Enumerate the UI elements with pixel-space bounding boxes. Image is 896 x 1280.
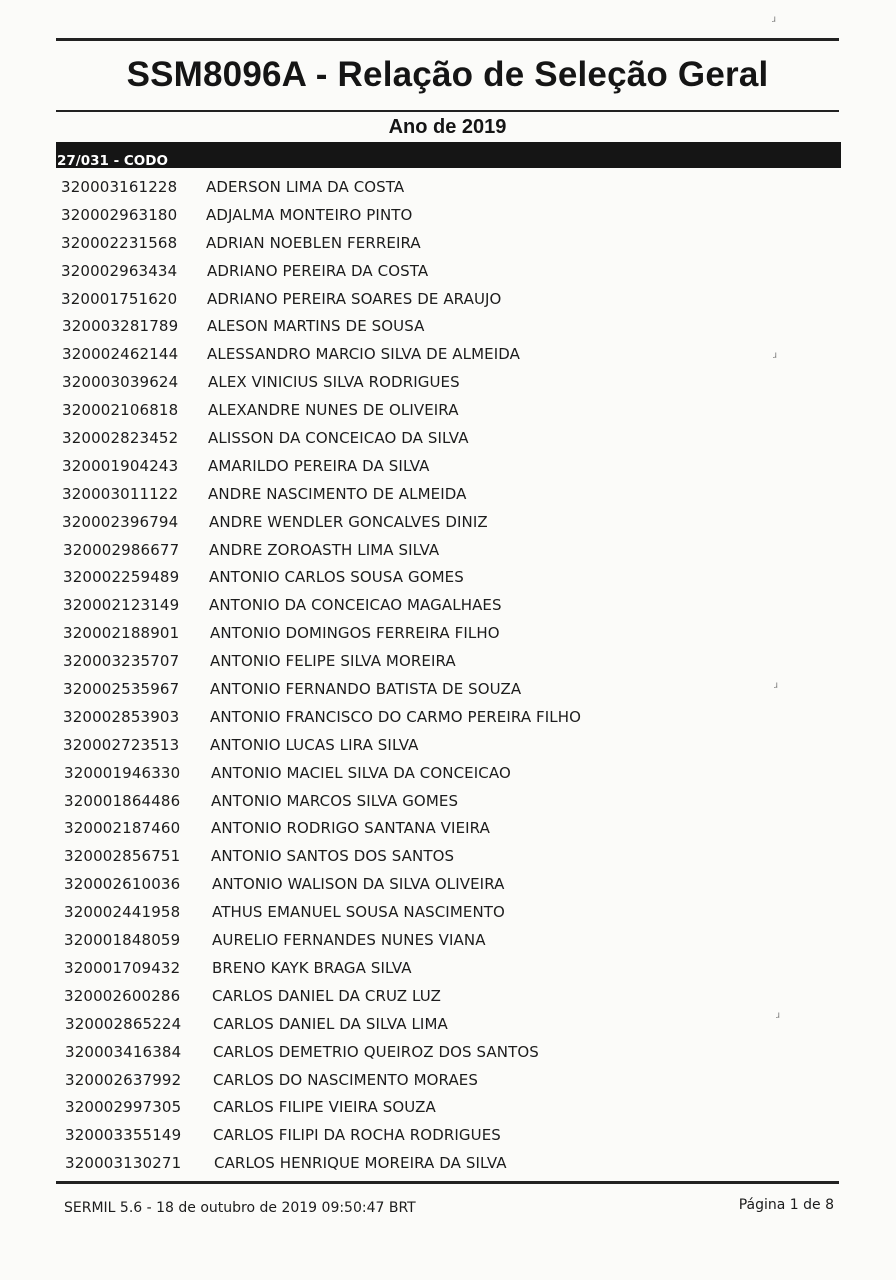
person-name: ALISSON DA CONCEICAO DA SILVA: [208, 429, 469, 448]
list-item: [0, 592, 896, 620]
list-item: [0, 1039, 896, 1067]
person-name: ANDRE NASCIMENTO DE ALMEIDA: [208, 484, 467, 503]
person-name: ADRIANO PEREIRA SOARES DE ARAUJO: [207, 289, 502, 308]
list-item: [0, 397, 896, 425]
registration-code: 320003039624: [62, 373, 179, 392]
registration-code: 320003011122: [62, 484, 179, 503]
list-item: [0, 1067, 896, 1095]
person-name: BRENO KAYK BRAGA SILVA: [212, 958, 412, 977]
top-rule: [56, 38, 839, 41]
registration-code: 320002396794: [62, 512, 179, 531]
person-name: CARLOS FILIPI DA ROCHA RODRIGUES: [213, 1126, 501, 1145]
person-name: ANTONIO DA CONCEICAO MAGALHAES: [209, 596, 502, 615]
person-name: CARLOS DANIEL DA SILVA LIMA: [213, 1014, 448, 1033]
person-name: ATHUS EMANUEL SOUSA NASCIMENTO: [212, 903, 505, 922]
list-item: [0, 620, 896, 648]
person-name: CARLOS DANIEL DA CRUZ LUZ: [212, 986, 441, 1005]
list-item: [0, 815, 896, 843]
section-label: 27/031 - CODO: [57, 153, 168, 168]
person-name: ANTONIO RODRIGO SANTANA VIEIRA: [211, 819, 490, 838]
registration-code: 320002823452: [62, 429, 179, 448]
list-item: [0, 843, 896, 871]
registration-code: 320002963180: [61, 205, 178, 224]
registration-code: 320002188901: [63, 624, 180, 643]
person-name: AURELIO FERNANDES NUNES VIANA: [212, 931, 486, 950]
registration-code: 320002637992: [65, 1070, 182, 1089]
list-item: [0, 174, 896, 202]
person-name: ALEXANDRE NUNES DE OLIVEIRA: [208, 401, 459, 420]
list-item: [0, 202, 896, 230]
list-item: [0, 313, 896, 341]
person-name: ANTONIO WALISON DA SILVA OLIVEIRA: [212, 875, 505, 894]
list-item: [0, 509, 896, 537]
registration-code: 320001904243: [62, 456, 179, 475]
list-item: [0, 1122, 896, 1150]
registration-code: 320003235707: [63, 652, 180, 671]
registration-code: 320001709432: [64, 958, 181, 977]
registration-code: 320003355149: [65, 1126, 182, 1145]
person-name: ANTONIO FELIPE SILVA MOREIRA: [210, 652, 456, 671]
person-name: ALEX VINICIUS SILVA RODRIGUES: [208, 373, 460, 392]
registration-code: 320002462144: [62, 345, 179, 364]
title-rule: [56, 110, 839, 112]
list-item: [0, 676, 896, 704]
section-header-bar: [56, 142, 841, 168]
registration-code: 320003281789: [62, 317, 179, 336]
list-item: [0, 425, 896, 453]
list-item: [0, 899, 896, 927]
person-name: ALESSANDRO MARCIO SILVA DE ALMEIDA: [207, 345, 520, 364]
list-item: [0, 983, 896, 1011]
person-name: ANTONIO FRANCISCO DO CARMO PEREIRA FILHO: [210, 707, 582, 726]
page-subtitle: Ano de 2019: [388, 116, 507, 138]
person-name: CARLOS DEMETRIO QUEIROZ DOS SANTOS: [213, 1042, 539, 1061]
registration-code: 320002610036: [64, 875, 181, 894]
list-item: [0, 1094, 896, 1122]
list-item: [0, 286, 896, 314]
list-item: [0, 258, 896, 286]
scan-mark: ɹ: [772, 14, 777, 25]
registration-code: 320002600286: [64, 986, 181, 1005]
registration-code: 320002259489: [63, 568, 180, 587]
footer-rule: [56, 1181, 839, 1184]
list-item: [0, 369, 896, 397]
registration-code: 320002853903: [63, 707, 180, 726]
registration-code: 320002535967: [63, 680, 180, 699]
person-name: ANTONIO CARLOS SOUSA GOMES: [209, 568, 464, 587]
registration-code: 320003161228: [61, 178, 178, 196]
list-item: [0, 537, 896, 565]
scan-mark: ɹ: [776, 1010, 781, 1021]
list-item: [0, 927, 896, 955]
person-name: AMARILDO PEREIRA DA SILVA: [208, 456, 430, 475]
list-item: [0, 732, 896, 760]
person-name: ANTONIO SANTOS DOS SANTOS: [211, 847, 455, 866]
list-item: [0, 453, 896, 481]
list-item: [0, 871, 896, 899]
list-item: [0, 341, 896, 369]
list-item: [0, 788, 896, 816]
registration-code: 320002231568: [61, 233, 178, 252]
scan-mark: ɹ: [773, 350, 778, 361]
registration-code: 320003416384: [65, 1042, 182, 1061]
list-item: [0, 648, 896, 676]
registration-code: 320002856751: [64, 847, 181, 866]
registration-code: 320002441958: [64, 903, 181, 922]
registration-code: 320002723513: [63, 735, 180, 754]
person-name: ADERSON LIMA DA COSTA: [206, 178, 405, 196]
person-name: ANDRE ZOROASTH LIMA SILVA: [209, 540, 440, 559]
registration-code: 320001848059: [64, 931, 181, 950]
page-number: Página 1 de 8: [738, 1197, 834, 1213]
list-item: [0, 1150, 896, 1178]
registration-code: 320002986677: [63, 540, 180, 559]
registration-code: 320001946330: [64, 763, 181, 782]
person-name: ALESON MARTINS DE SOUSA: [207, 317, 425, 336]
person-name: ANTONIO MACIEL SILVA DA CONCEICAO: [211, 763, 511, 782]
person-name: ANTONIO MARCOS SILVA GOMES: [211, 791, 459, 810]
registration-code: 320002997305: [65, 1098, 182, 1117]
footer-timestamp: SERMIL 5.6 - 18 de outubro de 2019 09:50:47 BRT: [64, 1200, 416, 1216]
scan-mark: ɹ: [774, 680, 779, 691]
registration-code: 320001751620: [61, 289, 178, 308]
list-item: [0, 1011, 896, 1039]
registration-code: 320002865224: [65, 1014, 182, 1033]
person-name: ANTONIO DOMINGOS FERREIRA FILHO: [210, 624, 500, 643]
person-name: ADRIANO PEREIRA DA COSTA: [207, 261, 429, 280]
list-item: [0, 955, 896, 983]
person-name: CARLOS HENRIQUE MOREIRA DA SILVA: [214, 1154, 507, 1173]
registration-code: 320003130271: [65, 1154, 182, 1173]
person-name: ANTONIO FERNANDO BATISTA DE SOUZA: [210, 680, 522, 699]
person-name: CARLOS DO NASCIMENTO MORAES: [213, 1070, 479, 1089]
person-name: ANDRE WENDLER GONCALVES DINIZ: [209, 512, 488, 531]
list-item: [0, 704, 896, 732]
list-item: [0, 481, 896, 509]
registration-code: 320002187460: [64, 819, 181, 838]
list-item: [0, 760, 896, 788]
registration-code: 320002123149: [63, 596, 180, 615]
person-name: ADJALMA MONTEIRO PINTO: [206, 205, 413, 224]
list-item: [0, 564, 896, 592]
page-title: SSM8096A - Relação de Seleção Geral: [126, 55, 769, 94]
registration-code: 320002106818: [62, 401, 179, 420]
registration-code: 320001864486: [64, 791, 181, 810]
list-item: [0, 230, 896, 258]
person-name: ADRIAN NOEBLEN FERREIRA: [206, 233, 421, 252]
person-name: ANTONIO LUCAS LIRA SILVA: [210, 735, 419, 754]
selection-list: [0, 174, 896, 1178]
registration-code: 320002963434: [61, 261, 178, 280]
person-name: CARLOS FILIPE VIEIRA SOUZA: [213, 1098, 436, 1117]
